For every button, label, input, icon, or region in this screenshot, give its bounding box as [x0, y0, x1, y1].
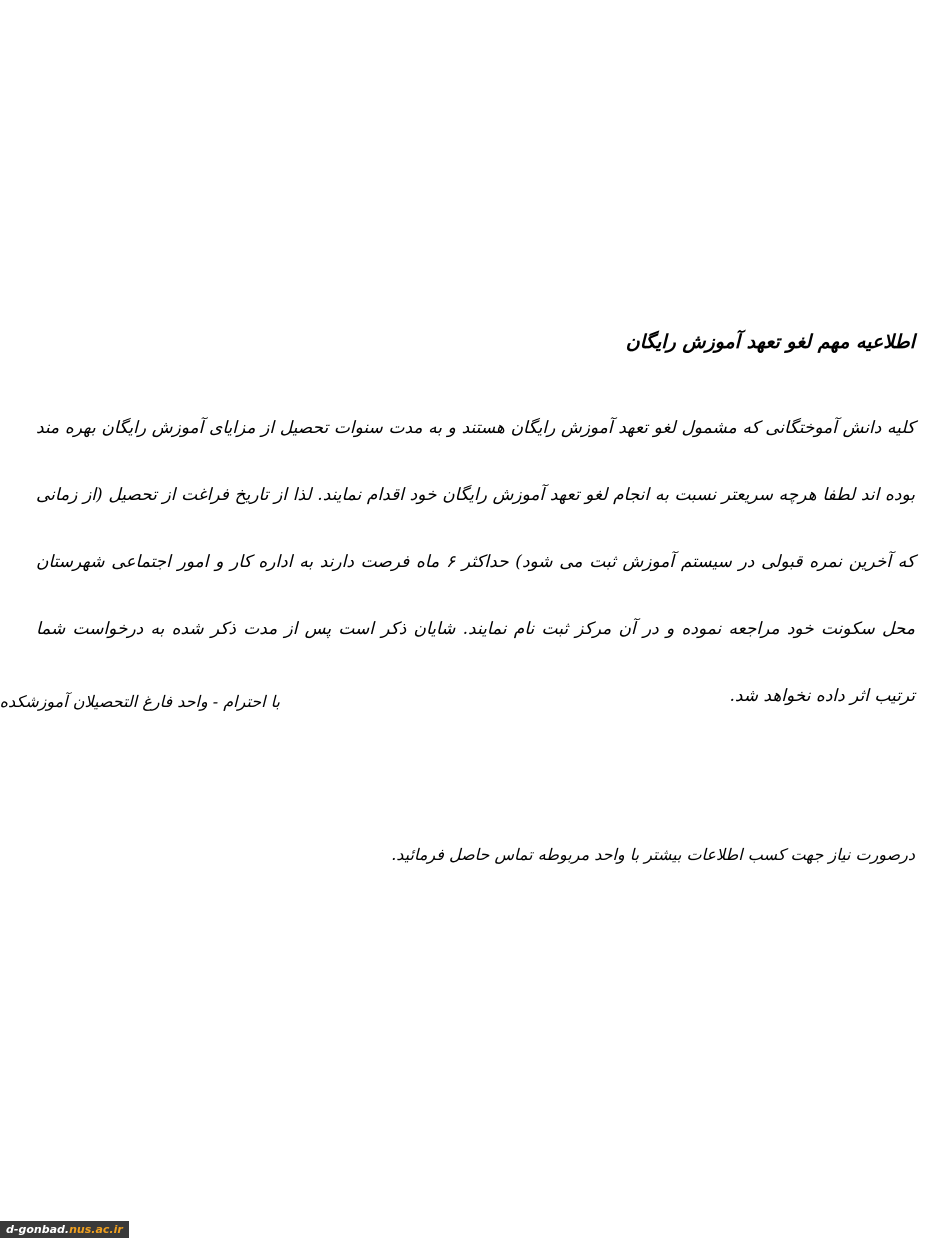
site-watermark-badge [0, 1221, 129, 1238]
notice-signature: با احترام - واحد فارغ التحصیلان آموزشکده [0, 692, 280, 711]
site-badge-domain: nus.ac.ir [69, 1223, 123, 1236]
notice-title: اطلاعیه مهم لغو تعهد آموزش رایگان [625, 331, 915, 353]
notice-contact-line: درصورت نیاز جهت کسب اطلاعات بیشتر با واحد مربوطه تماس حاصل فرمائید. [391, 845, 915, 864]
site-badge-prefix: d-gonbad. [6, 1223, 70, 1236]
notice-body: کلیه دانش آموختگانی که مشمول لغو تعهد آموزش رایگان هستند و به مدت سنوات تحصیل از مزایای آموزش رایگان بهره مند بوده اند لطفا هرچه سریعتر نسبت به انجام لغو تعهد آموزش رایگان خود اقدام نمایند. لذا از تاریخ فراغت از تحصیل (از زمانی که آخرین نمره قبولی در سیستم آموزش ثبت می شود) حداکثر ۶ ماه فرصت دارند به اداره کار و امور اجتماعی شهرستان محل سکونت خود مراجعه نموده و در آن مرکز ثبت نام نمایند. شایان ذکر است پس از مدت ذکر شده به درخواست شما ترتیب اثر داده نخواهد شد. [36, 418, 915, 706]
